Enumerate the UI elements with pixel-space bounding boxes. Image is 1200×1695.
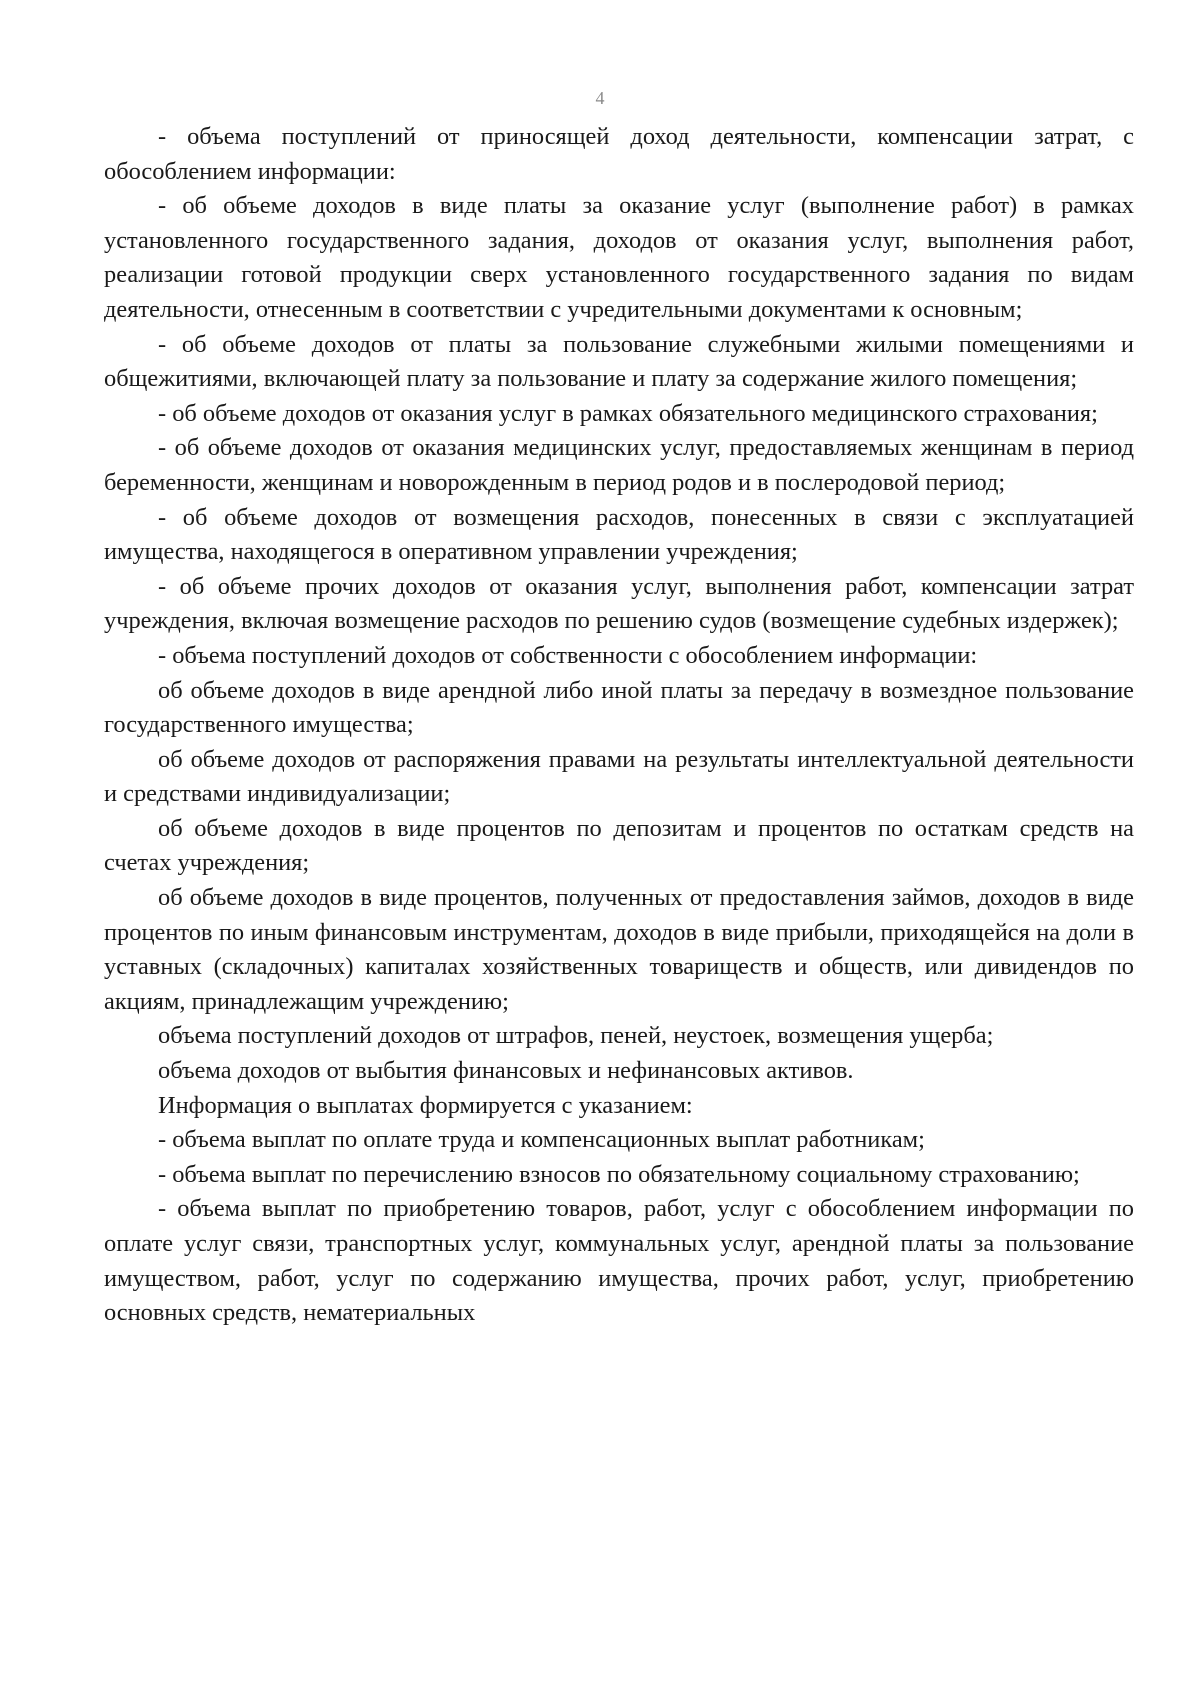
paragraph: об объеме доходов от распоряжения правами на результаты интеллектуальной деятельности и средствами индивидуализации; [104,745,1134,808]
paragraph: - объема выплат по оплате труда и компенсационных выплат работникам; [158,1126,925,1154]
paragraph: - об объеме прочих доходов от оказания услуг, выполнения работ, компенсации затрат учреждения, включая возмещение расходов по решению судов (возмещение судебных издержек); [104,572,1134,635]
paragraph: об объеме доходов в виде арендной либо иной платы за передачу в возмездное пользование государственного имущества; [104,676,1134,739]
page-number: 4 [595,88,605,108]
paragraph: - об объеме доходов в виде платы за оказание услуг (выполнение работ) в рамках установленного государственного задания, доходов от оказания услуг, выполнения работ, реализации готовой продукции сверх установленного государственного задания по видам деятельности, отнесенным в соответствии с учредительными документами к основным; [104,192,1134,323]
paragraph: об объеме доходов в виде процентов по депозитам и процентов по остаткам средств на счетах учреждения; [104,814,1134,877]
paragraph: - объема поступлений от приносящей доход деятельности, компенсации затрат, с обособлением информации: [104,123,1134,185]
paragraph: объема поступлений доходов от штрафов, пеней, неустоек, возмещения ущерба; [158,1022,994,1050]
paragraph: - объема выплат по перечислению взносов по обязательному социальному страхованию; [158,1160,1080,1188]
paragraph: - объема поступлений доходов от собственности с обособлением информации: [158,641,978,669]
paragraph: - об объеме доходов от оказания медицинских услуг, предоставляемых женщинам в период беременности, женщинам и новорожденным в период родов и в послеродовой период; [104,434,1134,496]
paragraph: - объема выплат по приобретению товаров, работ, услуг с обособлением информации по оплате услуг связи, транспортных услуг, коммунальных услуг, арендной платы за пользование имуществом, работ, услуг по содержанию имущества, прочих работ, услуг, приобретению основных средств, нематериальных [104,1195,1134,1327]
paragraph: - об объеме доходов от платы за пользование служебными жилыми помещениями и общежитиями, включающей плату за пользование и плату за содержание жилого помещения; [104,330,1134,393]
paragraph: - об объеме доходов от возмещения расходов, понесенных в связи с эксплуатацией имущества, находящегося в оперативном управлении учреждения; [104,503,1134,566]
paragraph: - об объеме доходов от оказания услуг в рамках обязательного медицинского страхования; [158,399,1098,427]
paragraph: Информация о выплатах формируется с указанием: [158,1091,693,1119]
body-text [104,120,1134,1331]
paragraph: объема доходов от выбытия финансовых и нефинансовых активов. [158,1057,854,1085]
paragraph: об объеме доходов в виде процентов, полученных от предоставления займов, доходов в виде процентов по иным финансовым инструментам, доходов в виде прибыли, приходящейся на доли в уставных (складочных) капиталах хозяйственных товариществ и обществ, или дивидендов по акциям, принадлежащим учреждению; [104,884,1134,1015]
